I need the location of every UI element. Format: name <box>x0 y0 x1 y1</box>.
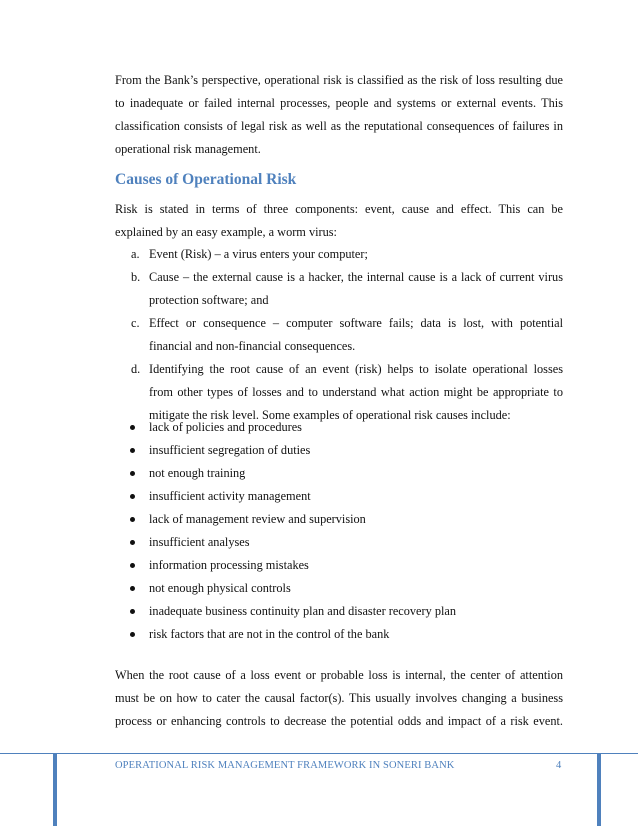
bullet-item <box>115 416 563 439</box>
list-item <box>115 312 563 358</box>
bullet-icon <box>130 448 135 453</box>
list-marker: c. <box>131 316 140 330</box>
paragraph-line: to inadequate or failed internal processes, people and systems or external events. This <box>115 96 563 110</box>
paragraph-line: classification consists of legal risk as well as the reputational consequences of failures in <box>115 119 563 133</box>
list-marker: b. <box>131 270 141 284</box>
bullet-item <box>115 600 563 623</box>
bullet-item <box>115 462 563 485</box>
list-marker: d. <box>131 362 141 376</box>
footer-left-bar <box>53 753 57 826</box>
paragraph-line: When the root cause of a loss event or probable loss is internal, the center of attention <box>115 668 563 682</box>
risk-causes-list <box>115 416 563 646</box>
bullet-icon <box>130 494 135 499</box>
bullet-text: insufficient segregation of duties <box>149 443 311 457</box>
list-item-text: Identifying the root cause of an event (risk) helps to isolate operational losses <box>149 362 563 376</box>
bullet-text: not enough physical controls <box>149 581 291 595</box>
list-item-text: mitigate the risk level. Some examples of operational risk causes include: <box>149 408 511 422</box>
bullet-icon <box>130 609 135 614</box>
bullet-text: insufficient activity management <box>149 489 311 503</box>
list-item-text: Event (Risk) – a virus enters your computer; <box>149 247 368 261</box>
intro-paragraph <box>115 69 563 161</box>
bullet-item <box>115 439 563 462</box>
bullet-text: lack of policies and procedures <box>149 420 302 434</box>
bullet-icon <box>130 586 135 591</box>
bullet-text: inadequate business continuity plan and disaster recovery plan <box>149 604 456 618</box>
paragraph-line: operational risk management. <box>115 142 261 156</box>
list-item-text: financial and non-financial consequences. <box>149 339 356 353</box>
bullet-icon <box>130 425 135 430</box>
closing-paragraph <box>115 664 563 733</box>
footer-title: OPERATIONAL RISK MANAGEMENT FRAMEWORK IN SONERI BANK <box>115 760 455 771</box>
example-list <box>115 243 563 427</box>
page-number: 4 <box>556 760 562 771</box>
bullet-item <box>115 485 563 508</box>
bullet-item <box>115 508 563 531</box>
bullet-text: information processing mistakes <box>149 558 309 572</box>
paragraph-line: Risk is stated in terms of three components: event, cause and effect. This can be <box>115 202 563 216</box>
bullet-item <box>115 554 563 577</box>
bullet-icon <box>130 540 135 545</box>
list-item-text: Cause – the external cause is a hacker, the internal cause is a lack of current virus <box>149 270 563 284</box>
bullet-icon <box>130 517 135 522</box>
bullet-item <box>115 623 563 646</box>
section-heading: Causes of Operational Risk <box>115 171 297 188</box>
list-item-text: Effect or consequence – computer software fails; data is lost, with potential <box>149 316 563 330</box>
bullet-item <box>115 531 563 554</box>
bullet-icon <box>130 563 135 568</box>
list-item <box>115 243 563 266</box>
paragraph-line: From the Bank’s perspective, operational risk is classified as the risk of loss resulting due <box>115 73 563 87</box>
paragraph-line: process or enhancing controls to decrease the potential odds and impact of a risk event. <box>115 714 563 728</box>
list-item-text: protection software; and <box>149 293 269 307</box>
list-item-text: from other types of losses and to understand what action might be appropriate to <box>149 385 563 399</box>
paragraph-line: explained by an easy example, a worm virus: <box>115 225 337 239</box>
bullet-text: not enough training <box>149 466 246 480</box>
bullet-icon <box>130 471 135 476</box>
bullet-item <box>115 577 563 600</box>
paragraph-line: must be on how to cater the causal factor(s). This usually involves changing a business <box>115 691 563 705</box>
bullet-text: risk factors that are not in the control of the bank <box>149 627 390 641</box>
list-item <box>115 266 563 312</box>
footer-divider <box>0 753 638 754</box>
bullet-text: insufficient analyses <box>149 535 250 549</box>
components-paragraph <box>115 198 563 244</box>
bullet-text: lack of management review and supervision <box>149 512 366 526</box>
footer-right-bar <box>597 753 601 826</box>
bullet-icon <box>130 632 135 637</box>
list-marker: a. <box>131 247 140 261</box>
